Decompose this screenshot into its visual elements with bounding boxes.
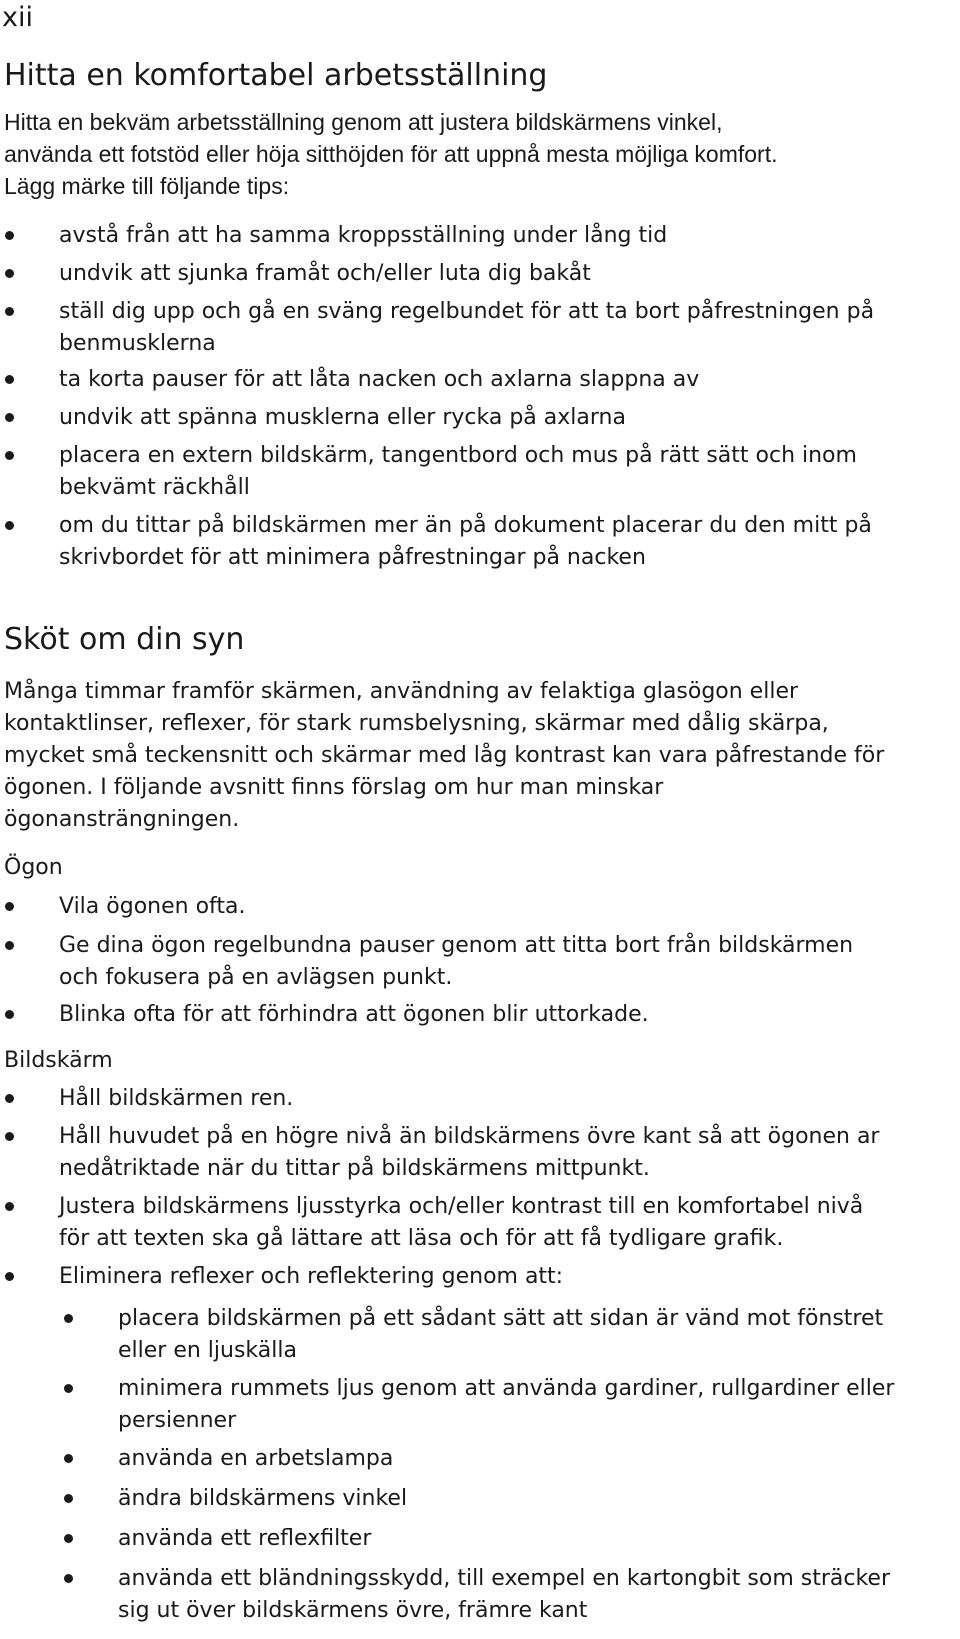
display-tip: Håll bildskärmen ren. bbox=[59, 1086, 294, 1111]
display-tip: Justera bildskärmens ljusstyrka och/eller kontrast till en komfortabel nivå bbox=[59, 1194, 864, 1219]
intro-line: kontaktlinser, reflexer, för stark rumsbelysning, skärmar med dålig skärpa, bbox=[4, 711, 829, 736]
intro-line: mycket små teckensnitt och skärmar med låg kontrast kan vara påfrestande för bbox=[4, 743, 885, 768]
intro-line: använda ett fotstöd eller höja sitthöjden för att uppnå mesta möjliga komfort. bbox=[4, 141, 778, 167]
bullet bbox=[5, 269, 14, 278]
glare-tip-continued: persienner bbox=[118, 1408, 237, 1433]
glare-tip-continued: eller en ljuskälla bbox=[118, 1338, 297, 1363]
eye-tip-continued: och fokusera på en avlägsen punkt. bbox=[59, 965, 453, 990]
bullet bbox=[5, 1272, 14, 1281]
sub-bullet bbox=[64, 1574, 73, 1583]
bullet bbox=[5, 1202, 14, 1211]
section-heading-eyesight: Sköt om din syn bbox=[4, 622, 245, 657]
tip-item: avstå från att ha samma kroppsställning under lång tid bbox=[59, 223, 668, 248]
display-tip: Eliminera reflexer och reflektering genom att: bbox=[59, 1264, 564, 1289]
bullet bbox=[5, 941, 14, 950]
bullet bbox=[5, 1132, 14, 1141]
sub-bullet bbox=[64, 1454, 73, 1463]
glare-tip: ändra bildskärmens vinkel bbox=[118, 1486, 408, 1511]
bullet bbox=[5, 231, 14, 240]
tip-item: ta korta pauser för att låta nacken och axlarna slappna av bbox=[59, 367, 700, 392]
bullet bbox=[5, 451, 14, 460]
bullet bbox=[5, 1094, 14, 1103]
tip-item: ställ dig upp och gå en sväng regelbundet för att ta bort påfrestningen på bbox=[59, 299, 875, 324]
intro-line: Många timmar framför skärmen, användning av felaktiga glasögon eller bbox=[4, 679, 799, 704]
page-number: xii bbox=[2, 2, 33, 33]
sub-bullet bbox=[64, 1384, 73, 1393]
sub-bullet bbox=[64, 1534, 73, 1543]
glare-tip: placera bildskärmen på ett sådant sätt att sidan är vänd mot fönstret bbox=[118, 1306, 884, 1331]
eye-tip: Ge dina ögon regelbundna pauser genom att titta bort från bildskärmen bbox=[59, 933, 854, 958]
intro-line: Hitta en bekväm arbetsställning genom att justera bildskärmens vinkel, bbox=[4, 109, 723, 135]
eye-tip: Blinka ofta för att förhindra att ögonen blir uttorkade. bbox=[59, 1002, 649, 1027]
tip-item: undvik att sjunka framåt och/eller luta dig bakåt bbox=[59, 261, 591, 286]
bullet bbox=[5, 902, 14, 911]
tip-item: placera en extern bildskärm, tangentbord och mus på rätt sätt och inom bbox=[59, 443, 857, 468]
subheading-display: Bildskärm bbox=[4, 1048, 113, 1073]
subheading-eyes: Ögon bbox=[4, 855, 63, 880]
display-tip-continued: nedåtriktade när du tittar på bildskärmens mittpunkt. bbox=[59, 1156, 650, 1181]
glare-tip: använda en arbetslampa bbox=[118, 1446, 394, 1471]
intro-line: ögonansträngningen. bbox=[4, 807, 240, 832]
intro-line: ögonen. I följande avsnitt finns förslag om hur man minskar bbox=[4, 775, 664, 800]
bullet bbox=[5, 413, 14, 422]
bullet bbox=[5, 1010, 14, 1019]
tip-item: om du tittar på bildskärmen mer än på dokument placerar du den mitt på bbox=[59, 513, 872, 538]
bullet bbox=[5, 307, 14, 316]
eye-tip: Vila ögonen ofta. bbox=[59, 894, 246, 919]
display-tip: Håll huvudet på en högre nivå än bildskärmens övre kant så att ögonen ar bbox=[59, 1124, 880, 1149]
sub-bullet bbox=[64, 1494, 73, 1503]
bullet bbox=[5, 521, 14, 530]
glare-tip: använda ett bländningsskydd, till exempel en kartongbit som sträcker bbox=[118, 1566, 890, 1591]
intro-line: Lägg märke till följande tips: bbox=[4, 173, 290, 199]
glare-tip: minimera rummets ljus genom att använda gardiner, rullgardiner eller bbox=[118, 1376, 895, 1401]
bullet bbox=[5, 375, 14, 384]
glare-tip: använda ett reflexfilter bbox=[118, 1526, 372, 1551]
tip-item-continued: benmusklerna bbox=[59, 331, 216, 356]
tip-item: undvik att spänna musklerna eller rycka på axlarna bbox=[59, 405, 626, 430]
tip-item-continued: bekvämt räckhåll bbox=[59, 475, 250, 500]
tip-item-continued: skrivbordet för att minimera påfrestningar på nacken bbox=[59, 545, 646, 570]
glare-tip-continued: sig ut över bildskärmens övre, främre kant bbox=[118, 1598, 588, 1623]
sub-bullet bbox=[64, 1314, 73, 1323]
display-tip-continued: för att texten ska gå lättare att läsa och för att få tydligare grafik. bbox=[59, 1226, 784, 1251]
section-heading-posture: Hitta en komfortabel arbetsställning bbox=[4, 58, 548, 93]
